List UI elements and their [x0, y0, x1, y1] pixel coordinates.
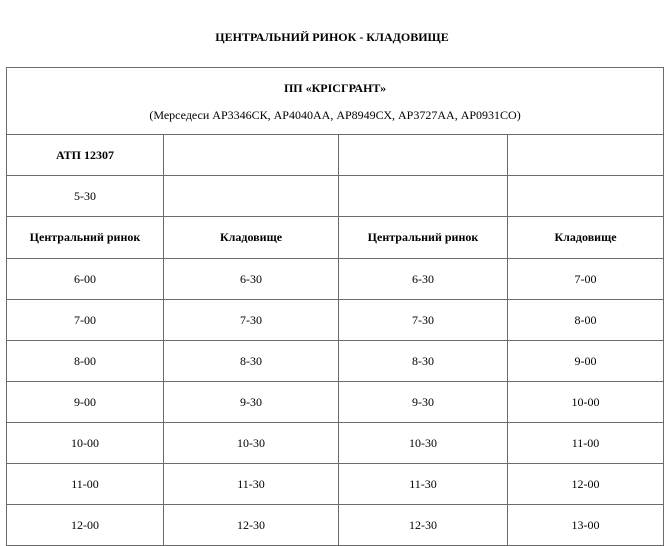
- column-header: Центральний ринок: [7, 217, 164, 259]
- table-cell: 7-30: [164, 300, 339, 341]
- table-cell: 9-00: [7, 382, 164, 423]
- table-cell: 7-30: [339, 300, 508, 341]
- atp-first-time: 5-30: [7, 176, 164, 217]
- table-row: [7, 505, 664, 546]
- table-cell: 12-00: [7, 505, 164, 546]
- header-row: [7, 68, 664, 135]
- table-row: [7, 300, 664, 341]
- table-cell: 10-30: [164, 423, 339, 464]
- table-cell: 11-30: [164, 464, 339, 505]
- column-header: Кладовище: [164, 217, 339, 259]
- table-cell: 10-30: [339, 423, 508, 464]
- empty-cell: [508, 176, 664, 217]
- table-cell: 11-00: [7, 464, 164, 505]
- page-title: ЦЕНТРАЛЬНИЙ РИНОК - КЛАДОВИЩЕ: [215, 30, 449, 44]
- schedule-table: [6, 67, 664, 546]
- empty-cell: [339, 135, 508, 176]
- empty-cell: [508, 135, 664, 176]
- empty-cell: [164, 176, 339, 217]
- table-cell: 8-00: [508, 300, 664, 341]
- column-header: Кладовище: [508, 217, 664, 259]
- table-row: [7, 341, 664, 382]
- empty-cell: [164, 135, 339, 176]
- company-name: ПП «КРІСГРАНТ»: [283, 80, 387, 95]
- table-cell: 6-30: [164, 259, 339, 300]
- table-cell: 11-00: [508, 423, 664, 464]
- table-cell: 9-30: [164, 382, 339, 423]
- empty-cell: [339, 176, 508, 217]
- table-cell: 8-00: [7, 341, 164, 382]
- atp-label: АТП 12307: [7, 135, 164, 176]
- table-cell: 13-00: [508, 505, 664, 546]
- table-row: [7, 259, 664, 300]
- table-cell: 7-00: [508, 259, 664, 300]
- table-row: [7, 382, 664, 423]
- table-cell: 11-30: [339, 464, 508, 505]
- header-cell: [7, 68, 664, 135]
- table-cell: 9-30: [339, 382, 508, 423]
- vehicle-list: (Мерседеси АР3346СК, АР4040АА, АР8949СХ, АР3727АА, АР0931СО): [149, 107, 521, 122]
- table-cell: 9-00: [508, 341, 664, 382]
- table-row: [7, 464, 664, 505]
- column-header-row: [7, 217, 664, 259]
- table-cell: 12-30: [339, 505, 508, 546]
- table-cell: 12-30: [164, 505, 339, 546]
- table-cell: 6-00: [7, 259, 164, 300]
- table-row: [7, 423, 664, 464]
- table-cell: 12-00: [508, 464, 664, 505]
- atp-row: [7, 135, 664, 176]
- table-cell: 8-30: [164, 341, 339, 382]
- table-cell: 6-30: [339, 259, 508, 300]
- table-cell: 7-00: [7, 300, 164, 341]
- column-header: Центральний ринок: [339, 217, 508, 259]
- atp-time-row: [7, 176, 664, 217]
- table-cell: 10-00: [7, 423, 164, 464]
- table-cell: 8-30: [339, 341, 508, 382]
- table-cell: 10-00: [508, 382, 664, 423]
